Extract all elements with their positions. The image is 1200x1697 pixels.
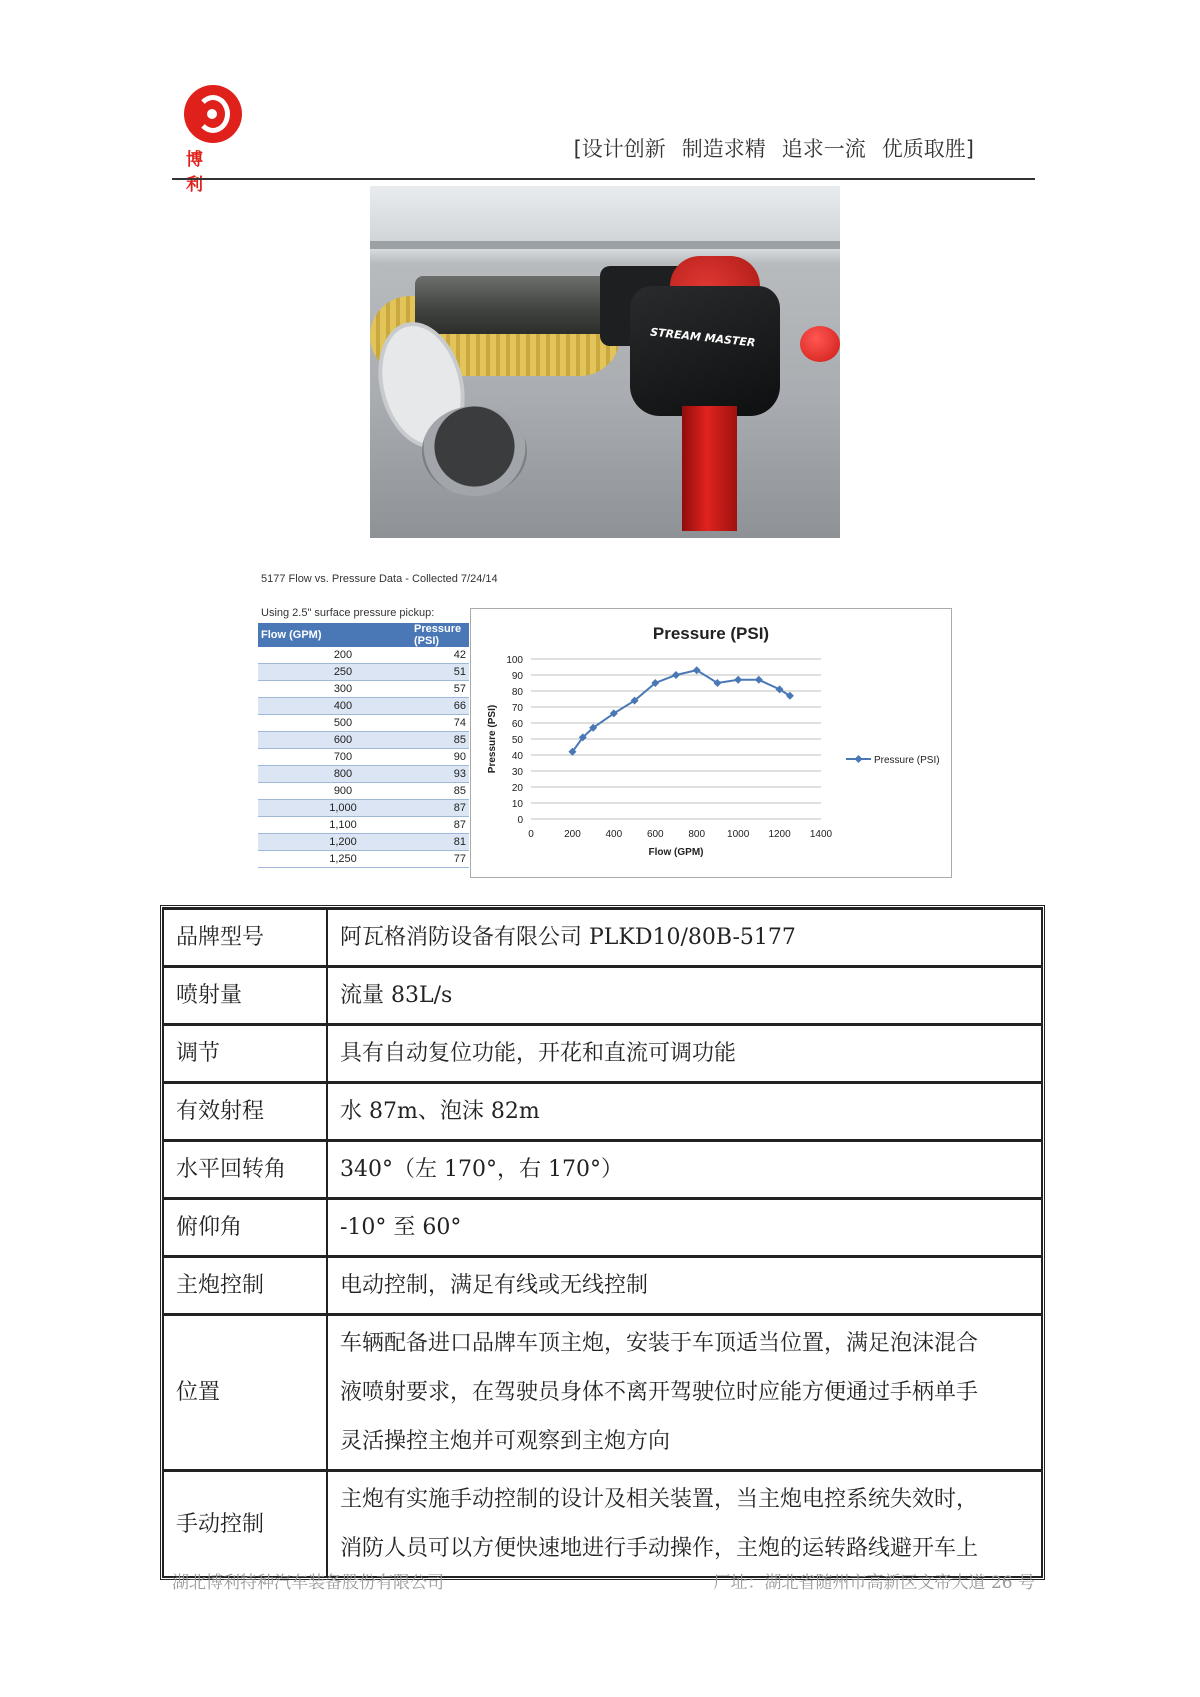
spec-value (327, 1140, 1042, 1198)
spec-row (163, 1198, 1042, 1256)
pressure-cell: 90 (411, 749, 469, 766)
x-tick-label: 1400 (809, 829, 833, 840)
slogan-part: 追求一流 (781, 137, 866, 161)
header-slogan (566, 133, 982, 163)
spec-value-line: 水 87m、泡沫 82m (340, 1099, 540, 1124)
monitor-photo (370, 186, 840, 538)
spec-value (327, 966, 1042, 1024)
pressure-cell: 87 (411, 800, 469, 817)
x-tick-label: 0 (528, 829, 534, 840)
pressure-cell: 51 (411, 664, 469, 681)
logo-text: 博 利 (186, 150, 213, 195)
spec-value-line: 阿瓦格消防设备有限公司 PLKD10/80B-5177 (340, 925, 796, 950)
spec-row (163, 1024, 1042, 1082)
table-row (258, 698, 469, 715)
flow-pressure-table (258, 623, 469, 868)
spec-row (163, 1314, 1042, 1470)
flow-cell: 500 (258, 715, 411, 732)
spec-value (327, 1314, 1042, 1470)
y-tick-label: 20 (511, 783, 523, 794)
flow-cell: 800 (258, 766, 411, 783)
column-header: Flow (GPM) (258, 623, 411, 647)
slogan-part: [设计创新 (573, 137, 666, 161)
table-row (258, 766, 469, 783)
spec-row (163, 1470, 1042, 1577)
pressure-cell: 66 (411, 698, 469, 715)
y-tick-label: 60 (511, 719, 523, 730)
spec-key: 手动控制 (163, 1470, 327, 1577)
x-tick-label: 1200 (768, 829, 791, 840)
spec-table (160, 905, 1045, 1580)
table-row (258, 783, 469, 800)
spec-value-line: 流量 83L/s (340, 983, 453, 1008)
pressure-cell: 81 (411, 834, 469, 851)
spec-value (327, 1082, 1042, 1140)
pressure-cell: 74 (411, 715, 469, 732)
y-tick-label: 10 (511, 799, 523, 810)
data-point (755, 676, 763, 684)
photo-brand-label: STREAM MASTER (649, 325, 756, 350)
legend-marker (855, 755, 863, 763)
flow-cell: 1,100 (258, 817, 411, 834)
data-subtitle: Using 2.5" surface pressure pickup: (261, 607, 435, 619)
column-header: Pressure (PSI) (411, 623, 469, 647)
header-divider (172, 178, 1035, 180)
spec-value (327, 1198, 1042, 1256)
logo-mark (184, 85, 242, 143)
spec-value-line: 消防人员可以方便快速地进行手动操作，主炮的运转路线避开车上 (340, 1536, 979, 1561)
flow-cell: 900 (258, 783, 411, 800)
table-row (258, 800, 469, 817)
y-tick-label: 0 (517, 815, 523, 826)
footer-address: 厂址：湖北省随州市高新区文帝大道 26 号 (713, 1573, 1035, 1593)
spec-value-line: 340°（左 170°，右 170°） (340, 1157, 623, 1182)
flow-cell: 400 (258, 698, 411, 715)
flow-cell: 600 (258, 732, 411, 749)
table-row (258, 817, 469, 834)
spec-value (327, 908, 1042, 966)
slogan-part: 制造求精 (681, 137, 766, 161)
slogan-part: 优质取胜] (881, 137, 974, 161)
spec-row (163, 1140, 1042, 1198)
x-tick-label: 600 (646, 829, 664, 840)
spec-key: 品牌型号 (163, 908, 327, 966)
pressure-cell: 85 (411, 783, 469, 800)
y-tick-label: 70 (511, 703, 523, 714)
flow-cell: 200 (258, 647, 411, 664)
footer-company: 湖北博利特种汽车装备股份有限公司 (172, 1573, 444, 1593)
spec-row (163, 908, 1042, 966)
y-tick-label: 40 (511, 751, 523, 762)
table-row (258, 715, 469, 732)
y-tick-label: 50 (511, 735, 523, 746)
pressure-cell: 77 (411, 851, 469, 868)
spec-row (163, 1082, 1042, 1140)
spec-value-line: -10° 至 60° (340, 1215, 462, 1240)
flow-cell: 300 (258, 681, 411, 698)
spec-row (163, 1256, 1042, 1314)
spec-value (327, 1470, 1042, 1577)
spec-key: 调节 (163, 1024, 327, 1082)
pressure-cell: 42 (411, 647, 469, 664)
table-row (258, 664, 469, 681)
legend-label: Pressure (PSI) (874, 755, 940, 766)
chart-svg (471, 609, 951, 877)
spec-value-line: 灵活操控主炮并可观察到主炮方向 (340, 1429, 671, 1454)
pressure-cell: 93 (411, 766, 469, 783)
spec-value (327, 1256, 1042, 1314)
flow-cell: 700 (258, 749, 411, 766)
table-row (258, 834, 469, 851)
pressure-cell: 57 (411, 681, 469, 698)
spec-key: 位置 (163, 1314, 327, 1470)
chart-title: Pressure (PSI) (652, 624, 770, 643)
spec-key: 水平回转角 (163, 1140, 327, 1198)
x-tick-label: 800 (688, 829, 706, 840)
y-tick-label: 90 (511, 671, 523, 682)
data-point (734, 676, 742, 684)
spec-key: 喷射量 (163, 966, 327, 1024)
spec-value (327, 1024, 1042, 1082)
y-tick-label: 100 (506, 655, 523, 666)
x-axis-label: Flow (GPM) (648, 847, 704, 858)
spec-key: 俯仰角 (163, 1198, 327, 1256)
spec-value-line: 电动控制，满足有线或无线控制 (340, 1273, 649, 1298)
spec-key: 主炮控制 (163, 1256, 327, 1314)
spec-value-line: 车辆配备进口品牌车顶主炮，安装于车顶适当位置，满足泡沫混合 (340, 1331, 979, 1356)
data-title: 5177 Flow vs. Pressure Data - Collected 7/24/14 (261, 573, 498, 585)
flow-cell: 250 (258, 664, 411, 681)
pressure-cell: 85 (411, 732, 469, 749)
pressure-chart (470, 608, 952, 878)
table-header-row (258, 623, 469, 647)
x-tick-label: 1000 (727, 829, 750, 840)
table-row (258, 749, 469, 766)
table-row (258, 851, 469, 868)
flow-cell: 1,000 (258, 800, 411, 817)
table-row (258, 732, 469, 749)
y-tick-label: 80 (511, 687, 523, 698)
table-row (258, 647, 469, 664)
spec-value-line: 主炮有实施手动控制的设计及相关装置，当主炮电控系统失效时， (340, 1487, 979, 1512)
spec-value-line: 液喷射要求，在驾驶员身体不离开驾驶位时应能方便通过手柄单手 (340, 1380, 979, 1405)
y-tick-label: 30 (511, 767, 523, 778)
flow-cell: 1,250 (258, 851, 411, 868)
spec-value-line: 具有自动复位功能，开花和直流可调功能 (340, 1041, 737, 1066)
x-tick-label: 200 (564, 829, 581, 840)
spec-row (163, 966, 1042, 1024)
data-point (672, 671, 680, 679)
spec-key: 有效射程 (163, 1082, 327, 1140)
x-tick-label: 400 (605, 829, 623, 840)
y-axis-label: Pressure (PSI) (487, 704, 498, 774)
flow-cell: 1,200 (258, 834, 411, 851)
pressure-cell: 87 (411, 817, 469, 834)
table-row (258, 681, 469, 698)
series-line (572, 670, 790, 752)
